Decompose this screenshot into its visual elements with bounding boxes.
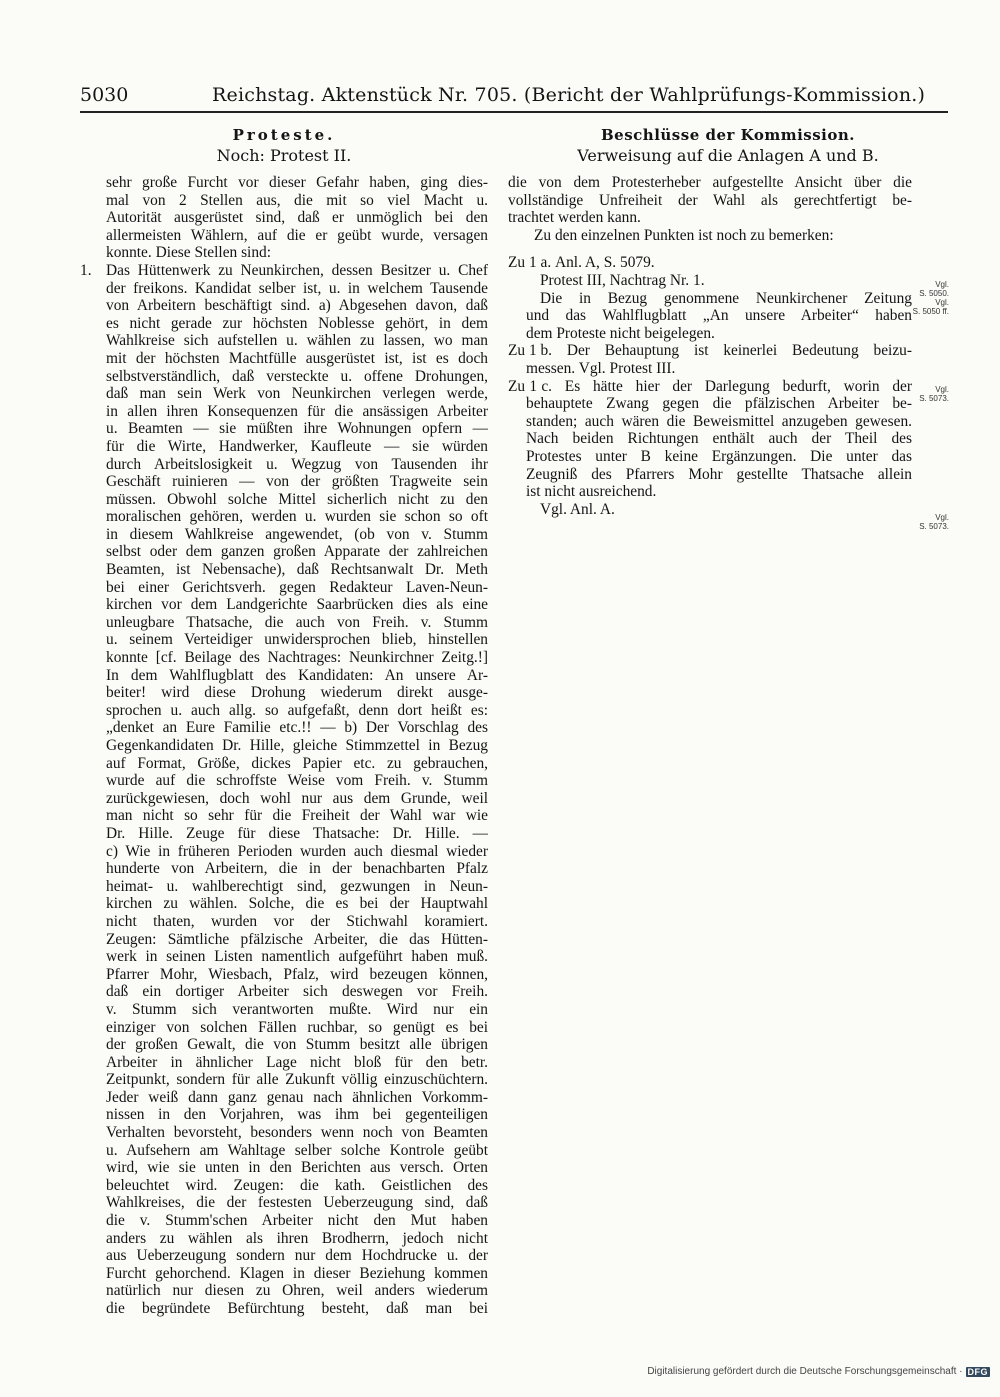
text-line: der großen Gewalt, die von Stumm besitzt alle übrigen <box>106 1036 488 1054</box>
text-line: Protestes unter B keine Ergänzungen. Die unter das <box>526 447 912 465</box>
item-1a <box>508 254 948 342</box>
header-rule <box>80 111 948 113</box>
footer-text: Digitalisierung gefördert durch die Deutsche Forschungsgemeinschaft · <box>647 1366 963 1377</box>
text-line: wird, wie sie unten in den Berichten aus versch. Orten <box>106 1159 488 1177</box>
text-line: auf Format, Größe, dickes Papier etc. zu gebrauchen, <box>106 754 488 772</box>
text-line: mal von 2 Stellen aus, die mit so viel Macht u. <box>106 191 488 209</box>
text-line: der freikons. Kandidat selber ist, u. in welchem Tausende <box>106 279 488 297</box>
left-heading: Proteste. <box>232 126 336 144</box>
text-line: konnte [cf. Beilage des Nachtrages: Neunkirchner Zeitg.!] <box>106 649 488 667</box>
text-line: zurückgewiesen, doch wohl nur aus dem Grunde, weil <box>106 789 488 807</box>
text-line: Zu den einzelnen Punkten ist noch zu bemerken: <box>534 226 834 244</box>
text-line: für die Wirte, Handwerker, Kaufleute — sie würden <box>106 437 488 455</box>
text-line: c) Wie in früheren Perioden wurden auch diesmal wieder <box>106 842 488 860</box>
text-line: Wahlkreises, die der festesten Ueberzeugung sind, daß <box>106 1194 488 1212</box>
dfg-logo: DFG <box>967 1366 988 1377</box>
text-line: in diesem Wahlkreise angewendet, (ob von v. Stumm <box>106 525 488 543</box>
text-line: Protest III, Nachtrag Nr. 1. <box>540 271 705 289</box>
text-line: von Arbeitern beschäftigt sind. a) Abgesehen davon, daß <box>106 297 488 315</box>
text-line: kirchen zu wählen. Solche, die es bei der Hauptwahl <box>106 895 488 913</box>
text-line: daß man sein Werk von Neunkirchen verlegen werde, <box>106 385 488 403</box>
item-label: Zu 1 c. <box>508 377 552 395</box>
text-line: Vgl. Anl. A. <box>540 500 615 518</box>
left-column <box>80 126 488 1318</box>
margin-note: Vgl. S. 5073. <box>919 385 949 403</box>
text-line: müssen. Obwohl solche Mittel sicherlich nicht zu den <box>106 490 488 508</box>
item-1c <box>508 378 948 519</box>
text-line: Zeugen: Sämtliche pfälzische Arbeiter, die das Hütten- <box>106 930 488 948</box>
margin-note: Vgl. S. 5073. <box>919 513 949 531</box>
text-line: u. Aufsehern am Wahltage selber solche Kontrole geübt <box>106 1141 488 1159</box>
text-line: ist nicht ausreichend. <box>526 483 657 501</box>
text-line: v. Stumm sich verantworten mußte. Wird nur ein <box>106 1000 488 1018</box>
text-line: trachtet werden kann. <box>508 209 641 227</box>
text-line: vollständige Unfreiheit der Wahl als gerechtfertigt be- <box>508 191 912 209</box>
text-line: aus Ueberzeugung sondern nur dem Hochdrucke u. der <box>106 1247 488 1265</box>
left-body <box>80 174 488 1318</box>
left-subheading: Noch: Protest II. <box>216 146 352 165</box>
text-line: Zeitpunkt, sondern für alle Zukunft völlig einzuschüchtern. <box>106 1071 488 1089</box>
text-line: in allen ihren Konsequenzen für die ansässigen Arbeiter <box>106 402 488 420</box>
text-line: Geschäft ruinieren — von der größten Tragweite sein <box>106 473 488 491</box>
text-line: durch Arbeitslosigkeit u. Wegzug von Tausenden ihr <box>106 455 488 473</box>
text-line: natürlich nur diesen zu Ohren, weil anders wiederum <box>106 1282 488 1300</box>
text-line: Arbeiter in ähnlicher Lage nicht bloß für den betr. <box>106 1053 488 1071</box>
text-line: man nicht so sehr für die Freiheit der Wahl war wie <box>106 807 488 825</box>
text-line: unleugbare Thatsache, die auch von Freih. v. Stumm <box>106 613 488 631</box>
text-line: die von dem Protesterheber aufgestellte Ansicht über die <box>508 174 912 191</box>
text-line: Pfarrer Mohr, Wiesbach, Pfalz, wird bezeugen können, <box>106 965 488 983</box>
right-column <box>508 126 948 518</box>
text-line: sprochen u. auch allg. so aufgefaßt, denn dort heißt es: <box>106 701 488 719</box>
text-line: einziger von solchen Fällen ruchbar, so genügt es bei <box>106 1018 488 1036</box>
text-line: Zu 1 a. Anl. A, S. 5079. <box>508 254 655 272</box>
text-line: Zu 1 b. Der Behauptung ist keinerlei Bedeutung beizu- <box>508 342 912 360</box>
text-line: anders zu wählen als ihren Brodherrn, jedoch nicht <box>106 1229 488 1247</box>
text-line: standen; auch wären die Beweismittel anzugeben gewesen. <box>526 412 912 430</box>
item-label: Zu 1 a. <box>508 254 552 272</box>
text-line: selbstverständlich, daß versteckte u. offene Drohungen, <box>106 367 488 385</box>
text-line: In dem Wahlflugblatt des Kandidaten: An unsere Ar- <box>106 666 488 684</box>
text-line: es nicht gerade zur höchsten Noblesse gehört, in dem <box>106 314 488 332</box>
text-line: hunderte von Arbeitern, die in der benachbarten Pfalz <box>106 860 488 878</box>
text-line: behauptete Zwang gegen die pfälzischen Arbeiter be- <box>526 395 912 413</box>
text-line: Dr. Hille. Zeuge für diese Thatsache: Dr. Hille. — <box>106 824 488 842</box>
margin-note: Vgl. S. 5050 ff. <box>912 298 949 316</box>
text-line: messen. Vgl. Protest III. <box>526 359 676 377</box>
text-line: mit der höchsten Machtfülle ausgerüstet ist, ist es doch <box>106 349 488 367</box>
text-line: Zeugniß des Pfarrers Mohr gestellte Thatsache allein <box>526 465 912 483</box>
text-line: Gegenkandidaten Dr. Hille, gleiche Stimmzettel in Bezug <box>106 737 488 754</box>
text-line: Jeder weiß dann ganz genau nach ähnlichen Vorkomm- <box>106 1088 488 1106</box>
text-line: kirchen vor dem Landgerichte Saarbrücken dies als eine <box>106 596 488 614</box>
text-line: beleuchtet wird. Zeugen: die kath. Geistlichen des <box>106 1176 488 1194</box>
text-line: Autorität ausgerüstet sind, daß er unmöglich bei den <box>106 209 488 227</box>
running-title: Reichstag. Aktenstück Nr. 705. (Bericht der Wahlprüfungs-Kommission.) <box>212 84 926 106</box>
item-number: 1. <box>80 261 92 279</box>
right-intro <box>508 174 948 244</box>
footer-credit <box>647 1366 990 1377</box>
right-subheading: Verweisung auf die Anlagen A und B. <box>577 146 879 165</box>
page-number: 5030 <box>80 84 129 106</box>
text-line: konnte. Diese Stellen sind: <box>106 244 271 262</box>
text-line: die begründete Befürchtung besteht, daß man bei <box>106 1300 488 1317</box>
text-line: wurde auf die schroffste Weise vom Freih. v. Stumm <box>106 772 488 790</box>
text-line: nissen in den Vorjahren, was ihm bei gegenteiligen <box>106 1106 488 1124</box>
item-1b <box>508 342 948 377</box>
text-line: die v. Stumm'schen Arbeiter nicht den Mut haben <box>106 1212 488 1230</box>
item-label: Zu 1 b. <box>508 342 553 360</box>
margin-note: Vgl. S. 5050. <box>919 280 949 298</box>
text-line: Furcht gehorchend. Klagen in dieser Beziehung kommen <box>106 1264 488 1282</box>
text-line: moralischen gehören, werden u. wurden sie schon so oft <box>106 508 488 526</box>
text-line: selbst oder dem ganzen großen Apparate der zahlreichen <box>106 543 488 561</box>
text-line: u. Beamten — sie müßten ihre Wohnungen opfern — <box>106 420 488 438</box>
text-line: daß ein dortiger Arbeiter sich deswegen vor Freih. <box>106 983 488 1001</box>
text-line: 1. Das Hüttenwerk zu Neunkirchen, dessen Besitzer u. Chef <box>80 261 488 279</box>
text-line: allermeisten Wählern, auf die er geübt wurde, versagen <box>106 226 488 244</box>
text-line: dem Proteste nicht beigelegen. <box>526 324 715 342</box>
right-heading: Beschlüsse der Kommission. <box>601 126 855 144</box>
text-line: Zu 1 c. Es hätte hier der Darlegung bedurft, worin der <box>508 377 912 395</box>
text-line: beiter! wird diese Drohung wiederum direkt ausge- <box>106 684 488 702</box>
text-line: und das Wahlflugblatt „An unsere Arbeiter“ haben <box>526 307 912 325</box>
text-line: heimat- u. wahlberechtigt sind, gezwungen in Neun- <box>106 877 488 895</box>
text-line: Beamten, ist Nebensache), daß Rechtsanwalt Dr. Meth <box>106 561 488 579</box>
text-line: Nach beiden Richtungen enthält auch der Theil des <box>526 430 912 448</box>
text-line: Verhalten bevorsteht, besonders wenn noch von Beamten <box>106 1124 488 1142</box>
text-line: u. seinem Verteidiger unwidersprochen blieb, hinstellen <box>106 631 488 649</box>
text-line: „denket an Eure Familie etc.!! — b) Der Vorschlag des <box>106 719 488 737</box>
text-line: nicht thaten, wurden vor der Stichwahl koramiert. <box>106 912 488 930</box>
text-line: Die in Bezug genommene Neunkirchener Zeitung <box>540 289 912 307</box>
text-line: Wahlkreise sich aufstellen u. wählen zu lassen, wo man <box>106 332 488 350</box>
text-line: werk in seinen Listen namentlich aufgeführt haben muß. <box>106 948 488 966</box>
text-line: sehr große Furcht vor dieser Gefahr haben, ging dies- <box>106 174 488 191</box>
text-line: bei einer Gerichtsverh. gegen Redakteur Laven-Neun- <box>106 578 488 596</box>
